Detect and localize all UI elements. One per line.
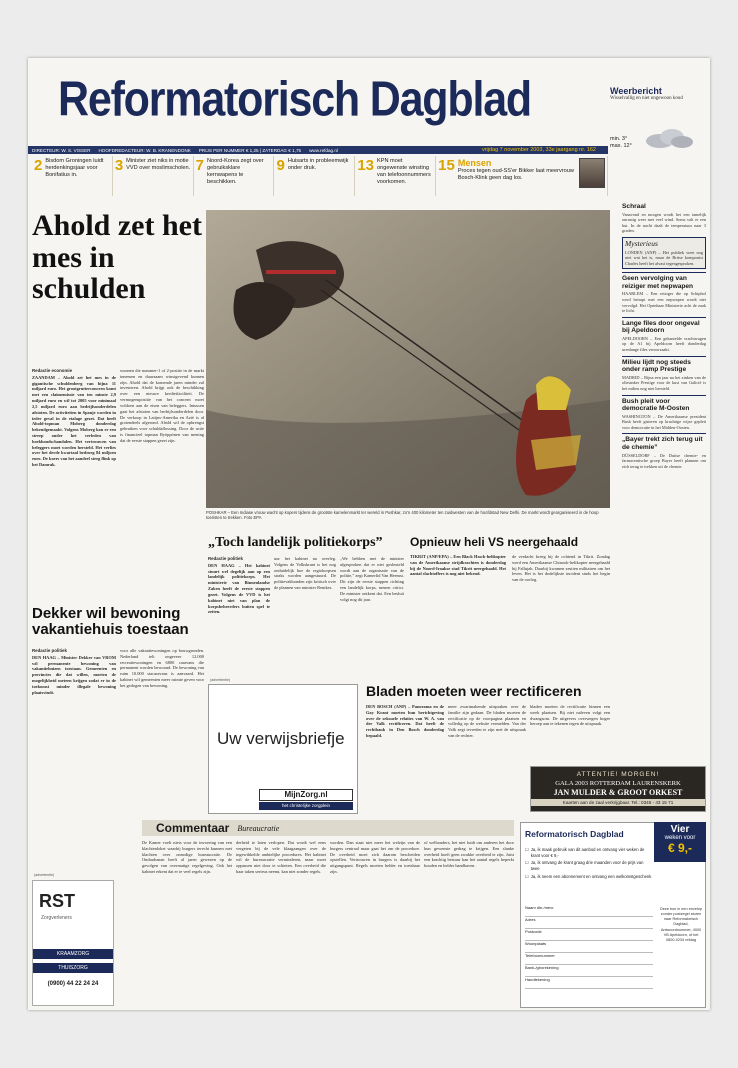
teaser-page-number: 15: [438, 157, 455, 174]
checkbox-icon[interactable]: ☐: [525, 860, 529, 866]
teaser-page-number: 2: [34, 157, 43, 174]
vier-weken-badge: [654, 822, 706, 862]
bladen-column-2: [448, 704, 526, 808]
commentaar-text-3: worden. Dan staat niet meer het welzijn van de burgers centraal maar gaat het om de procedure. De overheid moet zich daarom bescheiden opstellen. Vertrouwen in burgers is daarbij het uitgangspunt. Regels moeten helder en toetsbaar zijn.: [330, 840, 420, 875]
checkbox-icon[interactable]: ☐: [525, 873, 529, 879]
lead-headline[interactable]: Ahold zet het mes in schulden: [32, 209, 202, 305]
mijnzorg-ad[interactable]: [208, 684, 358, 814]
sidebar-story[interactable]: [622, 320, 706, 353]
lead-story-column-1: [32, 368, 116, 608]
bladen-column-1: [366, 704, 444, 808]
mensen-title: Mensen: [457, 158, 492, 168]
teaser-text: Huisarts in probleemwijk onder druk.: [287, 158, 349, 171]
bladen-text-1: DEN BOSCH (ANP) – Panorama en de Gay Krant moeten hun berichtgeving over de seksuele relaties van W. A. van der Valk rectificeren. Dat heeft de rechtbank in Den Bosch donderdag bepaald.: [366, 704, 444, 739]
mensen-text: Proces tegen oud-SS'er Bikker laat meervrouw Bosch-Klink geen dag los.: [457, 168, 574, 181]
concert-line-2: JAN MULDER & GROOT ORKEST: [553, 788, 683, 797]
mijnzorg-logo: MijnZorg.nl: [259, 789, 353, 801]
sidebar-story-text: MADRID – Bijna een jaar na het zinken van de olietanker Prestige voor de kust van Galicië is het milieu nog niet hersteld.: [622, 374, 706, 391]
mysterieus-heading: Mysterieus: [625, 238, 658, 248]
coupon-field[interactable]: Bank-/girorekening: [525, 965, 653, 977]
divider: [622, 433, 706, 434]
ad-label: (advertentie): [210, 678, 231, 682]
weather-title: Weerbericht: [610, 86, 662, 96]
bladen-text-3: bladen moeten de rectificatie binnen een week plaatsen. Bij niet naleven volgt een dwangsom. De uitgevers overwegen hoger beroep aan te tekenen tegen de uitspraak.: [530, 704, 610, 727]
teaser-page-number: 13: [357, 157, 374, 174]
dekker-column-2: [120, 648, 204, 808]
rst-thuiszorg: THUISZORG: [33, 963, 113, 973]
commentaar-column-3: [330, 840, 420, 1006]
weather-story: [622, 203, 706, 234]
coupon-option-text: Ja, ik neem een abonnement en ontvang een welkomstgeschenk: [530, 873, 652, 879]
weather-story-heading: Schraal: [622, 203, 646, 210]
teaser-text: Bisdom Groningen luidt herdenkingsjaar voor Bonifatius in.: [45, 158, 104, 178]
photo-caption: POSHKAR – Een Indiase vrouw wacht op kopers tijdens de grootste kamelenmarkt ter wereld in Pushkar, zo'n 400 kilometer ten zuidwesten van de hoofdstad New Delhi. De markt wordt georganiseerd in de hoop toeristen te trekken. Foto EPA: [206, 510, 599, 521]
coupon-field[interactable]: Woonplaats: [525, 941, 653, 953]
teaser-item[interactable]: [194, 156, 275, 196]
neergehaald-column-1: [410, 554, 506, 672]
dekker-kicker: Redactie politiek: [32, 648, 67, 653]
dekker-headline[interactable]: Dekker wil bewoning vakantiehuis toestaan: [32, 605, 189, 638]
weather-subtitle: Wisselvallig en niet ongewoon koud: [610, 96, 683, 101]
lead-kicker: Redactie economie: [32, 368, 73, 373]
coupon-field[interactable]: Naam dhr./mevr.: [525, 905, 653, 917]
badge-line-2: weken voor: [664, 835, 696, 841]
neergehaald-text-1: TIKRIT (ANP/EPA) – Een Black Hawk-helikopter van de Amerikaanse strijdkrachten is donderdag bij de Noord-Iraakse stad Tikrit neergehaald. Het aantal slachtoffers is nog niet bekend.: [410, 554, 506, 577]
sidebar-story-heading: Lange files door ongeval bij Apeldoorn: [622, 319, 700, 335]
divider: [622, 356, 706, 357]
teaser-text: Minister ziet niks in motie VVD over moslimscholen.: [126, 158, 191, 171]
neergehaald-headline[interactable]: Opnieuw heli VS neergehaald: [410, 535, 579, 549]
sidebar-story-text: WASHINGTON – De Amerikaanse president Bush heeft gisteren op krachtige wijze gepleit voor democratie in het Midden-Oosten.: [622, 413, 706, 430]
politiekorps-column-3: [340, 556, 404, 674]
rst-phone: (0900) 44 22 24 24: [47, 981, 99, 987]
rst-subtitle: Zorgverleners: [41, 915, 72, 921]
coupon-option-text: Ja, ik ontvang de krant graag drie maanden voor de prijs van twee: [530, 860, 644, 872]
coupon-field[interactable]: Adres: [525, 917, 653, 929]
temp-max: max. 12°: [610, 142, 632, 149]
right-sidebar: [622, 151, 706, 472]
politiekorps-column-2: [274, 556, 336, 674]
divider: [622, 395, 706, 396]
coupon-field[interactable]: Postcode: [525, 929, 653, 941]
bladen-headline[interactable]: Bladen moeten weer rectificeren: [366, 683, 582, 699]
weather-box: [610, 86, 706, 102]
mijnzorg-tagline: het christelijke zorgplein: [259, 802, 353, 810]
badge-line-1: Vier: [670, 824, 690, 835]
weather-cloud-icon: [638, 126, 696, 150]
teaser-strip: [32, 156, 608, 196]
divider: [622, 317, 706, 318]
concert-ad[interactable]: [530, 766, 706, 812]
mensen-portrait-photo: [579, 158, 605, 188]
concert-line-3: Kaarten aan de zaal verkrijgbaar. Tel.: 0345 - 43 15 71: [531, 799, 705, 806]
politiekorps-kicker: Redactie politiek: [208, 556, 243, 561]
coupon-return-info: Deze bon in een envelop zonder postzegel sturen naar Reformatorisch Dagblad, Antwoordnummer, 4000 VB Apeldoorn, of bel 0800-0234 refdag: [659, 907, 702, 942]
info-price: PRIJS PER NUMMER € 1,25 | ZATERDAG € 1,75: [198, 147, 302, 153]
ad-title: Uw verwijsbriefje: [217, 729, 345, 748]
camel-market-photo: [206, 210, 610, 508]
teaser-text: Noord-Korea zegt over gebruiksklare kernwapens te beschikken.: [207, 158, 264, 185]
sidebar-story-text: HAARLEM – Een reiziger die op Schiphol werd betrapt met een nepwapen wordt niet vervolgd. Het Openbaar Ministerie acht de zaak te licht.: [622, 291, 706, 314]
sidebar-story[interactable]: [622, 275, 706, 313]
teaser-text: KPN moet ongewenste winsting van telefoonnummers voorkomen.: [377, 158, 431, 185]
politiekorps-text-1: DEN HAAG – Het kabinet stuurt wel degelijk aan op een landelijk politiekorps. Het ministerie van Binnenlandse Zaken heeft de eerste stappen gezet. Volgens de VVD is het kabinet niet van plan de korpsbeheerders buiten spel te zetten.: [208, 562, 270, 615]
photo-illustration: [206, 210, 610, 508]
commentaar-header: [142, 820, 514, 836]
coupon-field[interactable]: Handtekening: [525, 977, 653, 989]
teaser-page-number: 7: [195, 157, 204, 174]
checkbox-icon[interactable]: ☐: [525, 847, 529, 852]
rst-zorg-ad[interactable]: [32, 880, 114, 1006]
coupon-paper-name: Reformatorisch Dagblad: [525, 829, 624, 839]
commentaar-text-4: of welhouders, het niet luidt om anderen het door hun gewenste gedrag te krijgen. Een slanke overheid hoeft geen zwakke overheid te zijn. Juist een krachtig bestuur kan het aantal regels beperkt houden en helder handhaven.: [424, 840, 514, 869]
mysterieus-text: LONDEN (ANP) – Het publiek weet nog niet wat het is, maar de Britse komponist Charles heeft het alvast tegengesproken.: [625, 249, 703, 266]
info-editor: HOOFDREDACTEUR: W. B. KRANENDONK: [98, 147, 191, 153]
neergehaald-text-2: de verdacht kreeg bij de ochtend in Tikrit. Zondag werd een Amerikaanse Chinook-helikopter neergehaald bij Fallujah. Daarbij kwamen zestien militairen om het leven. Het is het dodelijkste incident sinds het begin van de oorlog.: [512, 554, 610, 583]
dekker-column-1: [32, 648, 116, 808]
info-director: DIRECTEUR: W. S. VISSER: [32, 147, 91, 153]
dekker-text-1: DEN HAAG – Minister Dekker van VROM wil permanente bewoning van vakantiehuizen toestaan. Gemeenten en provincies die dat willen, moeten de mogelijkheid meteen krijgen zodat er in de toekomst minder illegale bewoning plaatsvindt.: [32, 654, 116, 695]
bladen-text-2: meer zwartmakende uitspraken over de familie zijn gedaan. De bladen moeten de rectificatie op de voorpagina plaatsen en volledig op de website vermelden. Van der Valk zegt tevreden te zijn met de uitspraak van de rechter.: [448, 704, 526, 739]
sidebar-story[interactable]: [622, 436, 706, 469]
coupon-option[interactable]: [525, 874, 653, 880]
teaser-page-number: 9: [276, 157, 285, 174]
coupon-field[interactable]: Telefoonnummer: [525, 953, 653, 965]
concert-line-1: GALA 2003 ROTTERDAM LAURENSKERK: [555, 780, 681, 787]
weather-story-text: Vanavond en morgen wordt het een tamelijk onrustig weer met veel wind. Soms valt er een bui. In de nacht daalt de temperatuur naar 3 graden.: [622, 211, 706, 234]
commentaar-text-2: derheid te laten verlopen. Dat wordt wel eens vergeten bij de vele klaagzangen over de ingewikkelde ambtelijke procedures. Het kabinet wil de bureaucratie verminderen, maar moet oppassen niet door te schieten. Een overheid die haar taken serieus neemt, kan niet zonder regels.: [236, 840, 326, 875]
lead-story-text-2: wonnen die nummer-1 of 2-positie in de markt innemen en duurzaam winstgevend kunnen zijn. Ahold dat de komende jaren minder zal investeren. Ahold krijgt ook de beschikking over een nieuwe kredietfaciliteit. De vermogenspositie van het concern moet voldoen aan de eisen van beleggers. Intussen gaat het afstoten van bedrijfsonderdelen door. De verkoop in Latijns-Amerika en Azië is al grotendeels afgerond. Ahold wil de opbrengst gebruiken voor schuldaflossing. Door de actie is financieel topman Ryöppönen van mening dat de eerste stappen gezet zijn.: [120, 368, 204, 443]
teaser-item[interactable]: [113, 156, 194, 196]
weather-temperatures: [610, 136, 632, 149]
sidebar-story[interactable]: [622, 359, 706, 392]
politiekorps-text-3: „We hebben met de minister afgesproken dat er niet gesleuteld wordt aan de organisatie van de politie,” zegt Kamerlid Van Heemst. Dit zijn de eerste stappen richting een landelijk korps, menen critici. De minister ontkent dat. Een besluit volgt nog dit jaar.: [340, 556, 404, 602]
mysterieus-box: [622, 237, 706, 269]
teaser-mensen[interactable]: [436, 156, 608, 196]
commentaar-column-1: [142, 840, 232, 1006]
info-date: vrijdag 7 november 2003, 33e jaargang nr. 162: [481, 147, 596, 153]
badge-price: € 9,-: [667, 841, 692, 855]
politiekorps-text-2: uur het kabinet na overleg. Volgens de Volkskrant is het nog onduidelijk hoe de regiokorpsen straks worden aangestuurd. De politievakbonden zijn kritisch over de plannen van minister Remkes.: [274, 556, 336, 591]
rst-kraamzorg: KRAAMZORG: [33, 949, 113, 959]
sidebar-story-heading: „Bayer trekt zich terug uit de chemie”: [622, 436, 703, 451]
commentaar-column-4: [424, 840, 514, 1006]
masthead-title: Reformatorisch Dagblad: [58, 72, 531, 128]
neergehaald-column-2: [512, 554, 610, 672]
newspaper-page: [28, 58, 710, 1010]
ad-label: (advertentie): [34, 873, 55, 877]
lead-story-column-2: [120, 368, 204, 608]
sidebar-story[interactable]: [622, 398, 706, 431]
temp-min: min. 3°: [610, 136, 628, 142]
commentaar-column-2: [236, 840, 326, 1006]
bladen-column-3: [530, 704, 610, 754]
teaser-item[interactable]: [32, 156, 113, 196]
coupon-option[interactable]: [525, 847, 653, 858]
info-bar: [28, 146, 608, 154]
commentaar-text-1: De Kamer voelt niets voor de invoering van een klachtenloket waarbij burgers terecht kunnen met klachten over onnodige bureaucratie. De Ombudsman heeft al jaren gewezen op de gevolgen van overmatige regelgeving. Ook het kabinet erkent dat er te veel regels zijn.: [142, 840, 232, 875]
concert-label: ATTENTIE! MORGEN!: [576, 771, 660, 778]
commentaar-title: Commentaar: [156, 821, 230, 835]
teaser-item[interactable]: [355, 156, 436, 196]
rst-logo: RST: [39, 891, 75, 911]
teaser-item[interactable]: [274, 156, 355, 196]
teaser-page-number: 3: [114, 157, 124, 174]
dekker-text-2: voor alle vakantiewoningen op bouwgronden. Nederland telt ongeveer 12.000 recreatiewoningen en 6800 caravans die permanent worden bewoond. De bewoning van ruim 10.000 stacaravans is aanvaard. Het kabinet wil gemeenten meer ruimte geven voor het gedogen van bewoning.: [120, 648, 204, 688]
sidebar-story-text: DÜSSELDORF – De Duitse chemie- en farmaceutische groep Bayer heeft plannen om zich terug te trekken uit de chemie.: [622, 452, 706, 469]
commentaar-subtitle: Bureaucratie: [237, 823, 280, 833]
divider: [622, 272, 706, 273]
politiekorps-headline[interactable]: „Toch landelijk politiekorps”: [208, 535, 383, 550]
sidebar-story-heading: Geen vervolging van reiziger met nepwapen: [622, 275, 694, 290]
sidebar-story-text: APELDOORN – Een gekantelde vrachtwagen op de A1 bij Apeldoorn heeft donderdag urenlange files veroorzaakt.: [622, 335, 706, 353]
lead-story-text-1: ZAANDAM – Ahold zet het mes in de gigantische schuldenberg van bijna 11 miljard euro. Het grootgrutterconcern komt met een claimemissie van ten minste 2,9 miljard euro en wil tot 2005 voor minimaal 2,5 miljard euro aan bedrijfsonderdelen afstoten. De activiteiten in Spanje worden in ieder geval in de etalage gezet. Dat heeft Ahold-topman Moberg donderdag bekendgemaakt. Volgens Moberg kan er een streep onder het verleden van boekhoudschandalen. Het vertrouwen van beleggers moet worden hersteld. Het verlies over het derde kwartaal bedroeg 84 miljoen euro. De koers van het aandeel steeg flink op het Damrak.: [32, 374, 116, 467]
politiekorps-column-1: [208, 556, 270, 674]
sidebar-story-heading: Milieu lijdt nog steeds onder ramp Prestige: [622, 358, 691, 374]
coupon-option-text: Ja, ik maak gebruik van dit aanbod en ontvang vier weken de krant voor € 9,-: [530, 847, 645, 858]
info-website[interactable]: www.refdag.nl: [309, 147, 338, 153]
sidebar-story-heading: Bush pleit voor democratie M-Oosten: [622, 397, 690, 413]
coupon-option[interactable]: [525, 860, 653, 871]
